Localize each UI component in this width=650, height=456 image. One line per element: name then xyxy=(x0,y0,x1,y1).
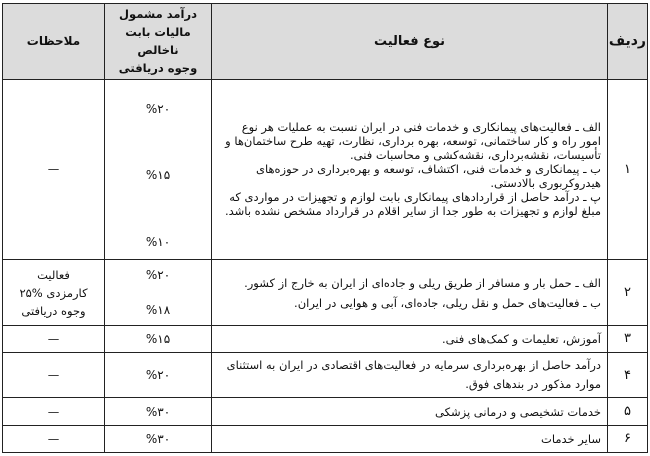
rate-value: %۲۰ xyxy=(145,101,171,116)
rate-cell xyxy=(105,79,212,260)
rate-cell xyxy=(105,325,212,352)
table-row xyxy=(3,79,648,260)
activity-item: الف ـ حمل بار و مسافر از طریق ریلی و جاده‌ای از ایران به خارج از کشور. xyxy=(244,275,601,290)
notes-cell: فعالیت کارمزدی %۲۵ وجوه دریافتی xyxy=(3,260,105,326)
activity-cell xyxy=(212,398,608,425)
notes-cell xyxy=(3,353,105,398)
header-activity-type: نوع فعالیت xyxy=(212,4,608,80)
activity-cell xyxy=(212,325,608,352)
row-number: ۲ xyxy=(608,260,648,326)
rate-value: %۱۵ xyxy=(145,168,171,183)
rate-value: %۱۰ xyxy=(145,235,171,250)
empty-note-dash: — xyxy=(47,404,60,419)
activity-item: پ ـ درآمد حاصل از قراردادهای پیمانکاری بابت لوازم و تجهیزات در مواردی که مبلغ لوازم و تجهیزات به طور جدا از سایر اقلام در قرارداد مشخص نشده باشد. xyxy=(224,190,601,219)
activity-item: الف ـ فعالیت‌های پیمانکاری و خدمات فنی در ایران نسبت به عملیات هر نوع امور راه و کار ساختمانی، توسعه، بهره برداری، نظارت، تهیه طرح ساختمان‌ها و تأسیسات، نقشه‌برداری، نقشه‌کشی و محاسبات فنی. xyxy=(225,120,601,163)
activity-cell xyxy=(212,353,608,398)
empty-note-dash: — xyxy=(47,162,60,177)
notes-cell xyxy=(3,79,105,260)
tax-rate-table xyxy=(2,3,648,453)
row-number: ۱ xyxy=(608,79,648,260)
rate-value: %۲۰ xyxy=(145,268,171,283)
header-notes: ملاحظات xyxy=(3,4,105,80)
rate-value: %۲۰ xyxy=(145,368,171,383)
activity-cell xyxy=(212,79,608,260)
notes-cell xyxy=(3,398,105,425)
activity-item: درآمد حاصل از بهره‌برداری سرمایه در فعالیت‌های اقتصادی در ایران به استثنای موارد مذکور در بندهای فوق. xyxy=(226,358,601,392)
activity-item: آموزش، تعلیمات و کمک‌های فنی. xyxy=(442,331,601,346)
rate-value: %۱۵ xyxy=(145,331,171,346)
header-taxable-income-rate: درآمد مشمول مالیات بابت ناخالص وجوه دریافتی xyxy=(105,4,212,80)
activity-cell xyxy=(212,425,608,452)
header-row xyxy=(3,4,648,80)
table-row xyxy=(3,260,648,326)
empty-note-dash: — xyxy=(47,431,60,446)
activity-item: ب ـ فعالیت‌های حمل و نقل ریلی، جاده‌ای، آبی و هوایی در ایران. xyxy=(294,295,601,310)
rate-value: %۱۸ xyxy=(145,302,171,317)
row-number: ۴ xyxy=(608,353,648,398)
rate-cell xyxy=(105,260,212,326)
notes-cell xyxy=(3,425,105,452)
rate-cell xyxy=(105,398,212,425)
table-row xyxy=(3,398,648,425)
row-number: ۳ xyxy=(608,325,648,352)
activity-item: خدمات تشخیصی و درمانی پزشکی xyxy=(435,404,601,419)
row-number: ۶ xyxy=(608,425,648,452)
row-number: ۵ xyxy=(608,398,648,425)
activity-item: ب ـ پیمانکاری و خدمات فنی، اکتشاف، توسعه و بهره‌برداری در حوزه‌های هیدروکربوری بالادستی. xyxy=(255,162,601,191)
empty-note-dash: — xyxy=(47,331,60,346)
activity-cell xyxy=(212,260,608,326)
empty-note-dash: — xyxy=(47,368,60,383)
activity-item: سایر خدمات xyxy=(541,431,601,446)
notes-cell xyxy=(3,325,105,352)
table-row xyxy=(3,353,648,398)
header-row-no: ردیف xyxy=(608,4,648,80)
rate-value: %۳۰ xyxy=(145,431,171,446)
table-row xyxy=(3,425,648,452)
rate-cell xyxy=(105,425,212,452)
rate-value: %۳۰ xyxy=(145,404,171,419)
table-row xyxy=(3,325,648,352)
rate-cell xyxy=(105,353,212,398)
